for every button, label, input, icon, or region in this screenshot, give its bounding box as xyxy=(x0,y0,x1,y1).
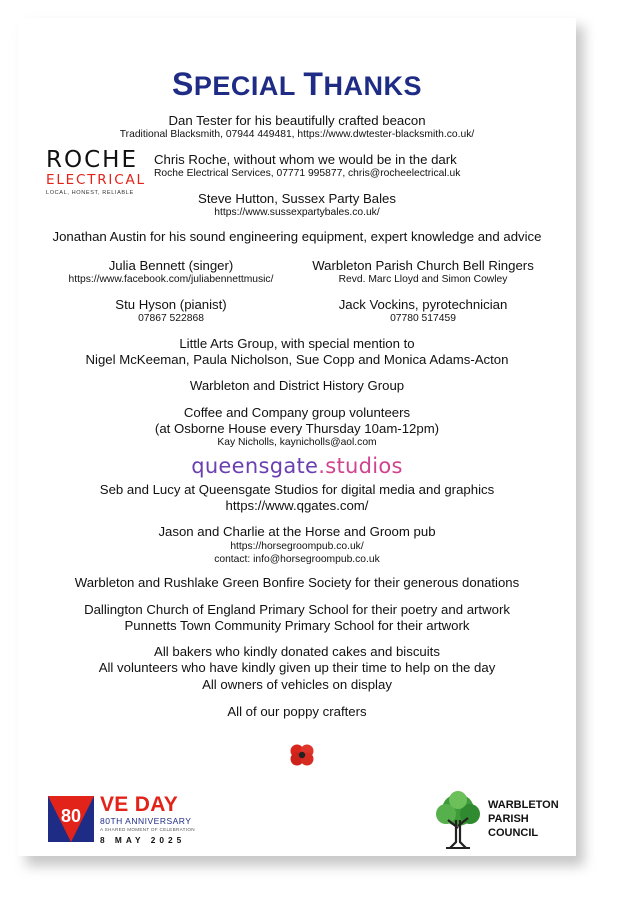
warbleton-parish-council-logo xyxy=(432,790,562,852)
roche-logo-word: ROCHE xyxy=(46,147,138,173)
little-arts-line: Little Arts Group, with special mention to xyxy=(179,336,415,351)
document-page xyxy=(18,18,576,856)
ve-day-number: 80 xyxy=(60,806,82,826)
ve-day-date: 8 MAY 2025 xyxy=(100,835,186,845)
history-group-line: Warbleton and District History Group xyxy=(189,378,405,393)
volunteers-line: All volunteers who have kindly given up their time to help on the day xyxy=(98,660,496,675)
coffee-company-contact: Kay Nicholls, kaynicholls@aol.com xyxy=(217,437,377,448)
julia-bennett-url: https://www.facebook.com/juliabennettmusic/ xyxy=(68,274,274,285)
jack-vockins-phone: 07780 517459 xyxy=(390,313,456,324)
steve-hutton-line: Steve Hutton, Sussex Party Bales xyxy=(198,191,396,206)
horse-groom-contact: contact: info@horsegroompub.co.uk xyxy=(214,554,380,565)
dallington-school-line: Dallington Church of England Primary School for their poetry and artwork xyxy=(84,602,510,617)
horse-groom-url: https://horsegroompub.co.uk/ xyxy=(230,541,364,552)
stu-hyson-phone: 07867 522868 xyxy=(138,313,204,324)
queensgate-studios-logo: queensgate.studios xyxy=(191,454,403,478)
dan-tester-line: Dan Tester for his beautifully crafted beacon xyxy=(168,113,426,128)
bonfire-society-line: Warbleton and Rushlake Green Bonfire Society for their generous donations xyxy=(74,575,520,590)
roche-logo-tagline: LOCAL, HONEST, RELIABLE xyxy=(46,190,134,196)
stu-hyson-line: Stu Hyson (pianist) xyxy=(115,297,227,312)
electrical-logo-word: ELECTRICAL xyxy=(46,172,146,188)
ve-day-tagline: A SHARED MOMENT OF CELEBRATION xyxy=(100,827,195,832)
jack-vockins-line: Jack Vockins, pyrotechnician xyxy=(338,297,508,312)
chris-roche-line: Chris Roche, without whom we would be in the dark xyxy=(154,152,457,167)
chris-roche-contact: Roche Electrical Services, 07771 995877, chris@rocheelectrical.uk xyxy=(154,168,461,179)
coffee-company-line: Coffee and Company group volunteers xyxy=(183,405,411,420)
horse-groom-line: Jason and Charlie at the Horse and Groom pub xyxy=(158,524,436,539)
coffee-company-schedule: (at Osborne House every Thursday 10am-12pm) xyxy=(154,421,440,436)
tree-icon xyxy=(432,790,484,852)
council-name-line1: WARBLETON xyxy=(488,799,559,811)
bell-ringers-line: Warbleton Parish Church Bell Ringers xyxy=(312,258,534,273)
queensgate-line: Seb and Lucy at Queensgate Studios for digital media and graphics xyxy=(99,482,495,497)
ve-day-logo xyxy=(48,794,218,850)
little-arts-names: Nigel McKeeman, Paula Nicholson, Sue Copp and Monica Adams-Acton xyxy=(85,352,509,367)
julia-bennett-line: Julia Bennett (singer) xyxy=(108,258,234,273)
bell-ringers-names: Revd. Marc Lloyd and Simon Cowley xyxy=(338,274,508,285)
ve-day-title: VE DAY xyxy=(100,793,179,816)
vehicle-owners-line: All owners of vehicles on display xyxy=(202,677,392,692)
page-title: SPECIAL THANKS xyxy=(172,66,422,102)
queensgate-url: https://www.qgates.com/ xyxy=(225,498,369,513)
punnetts-town-school-line: Punnetts Town Community Primary School for their artwork xyxy=(124,618,470,633)
dan-tester-contact: Traditional Blacksmith, 07944 449481, https://www.dwtester-blacksmith.co.uk/ xyxy=(119,129,475,140)
poppy-crafters-line: All of our poppy crafters xyxy=(227,704,367,719)
council-name-line3: COUNCIL xyxy=(488,827,539,839)
council-name-line2: PARISH xyxy=(488,813,529,825)
poppy-icon xyxy=(289,742,315,768)
steve-hutton-url: https://www.sussexpartybales.co.uk/ xyxy=(214,207,380,218)
ve-day-subtitle: 80TH ANNIVERSARY xyxy=(100,816,192,826)
jonathan-austin-line: Jonathan Austin for his sound engineering equipment, expert knowledge and advice xyxy=(52,229,542,244)
bakers-line: All bakers who kindly donated cakes and biscuits xyxy=(154,644,440,659)
